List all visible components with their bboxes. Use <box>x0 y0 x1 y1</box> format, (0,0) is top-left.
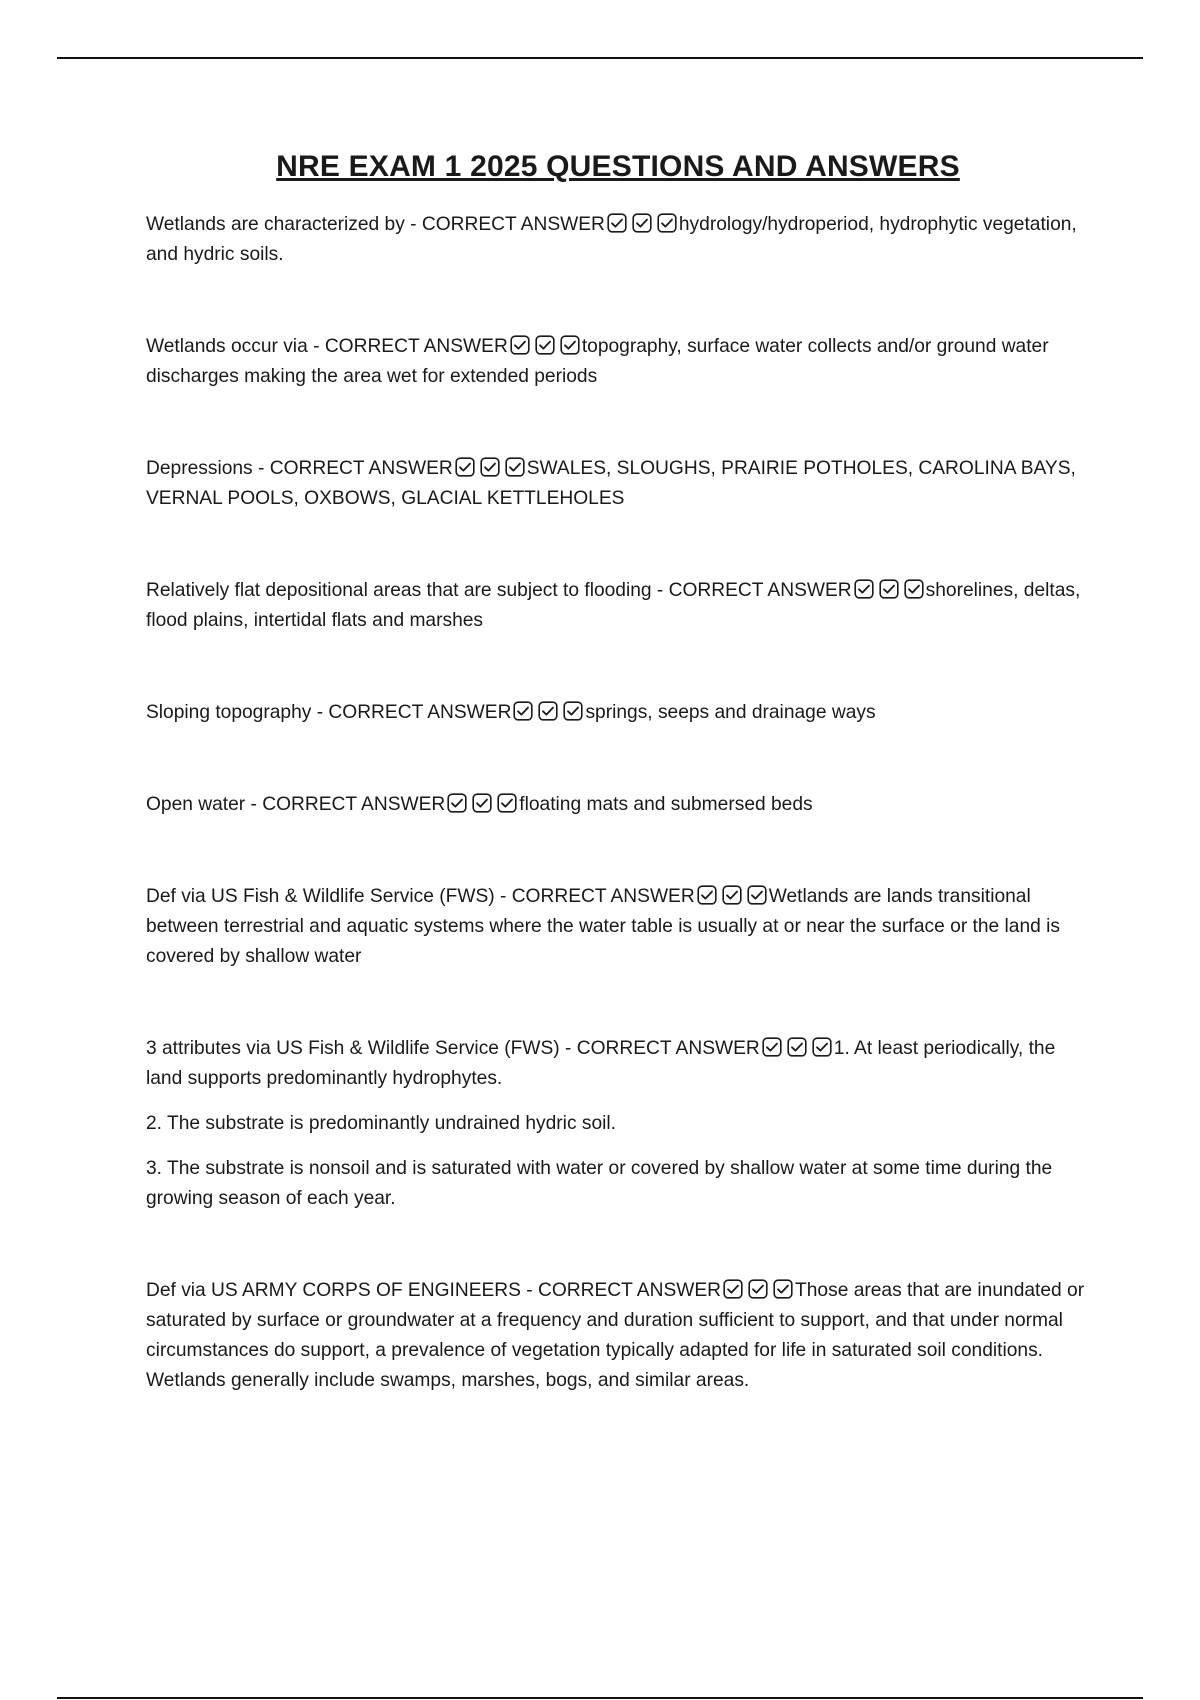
question-text: Def via US Fish & Wildlife Service (FWS) <box>146 886 495 907</box>
check-marks <box>854 579 924 599</box>
question-text: Wetlands are characterized by <box>146 214 405 235</box>
correct-answer-label: - CORRECT ANSWER <box>313 336 508 357</box>
correct-answer-label: - CORRECT ANSWER <box>250 794 446 815</box>
qa-item <box>146 210 1086 270</box>
qa-line <box>146 576 1086 636</box>
checkbox-checked-icon <box>472 793 492 813</box>
question-text: Depressions <box>146 458 253 479</box>
answer-text: Wetlands are lands transitional between terrestrial and aquatic systems where the water table is usually at or near the surface or the land is covered by shallow water <box>146 886 1061 967</box>
check-marks <box>455 457 525 477</box>
qa-item <box>146 790 1086 820</box>
checkbox-checked-icon <box>563 701 583 721</box>
checkbox-checked-icon <box>505 457 525 477</box>
check-marks <box>513 701 583 721</box>
qa-item <box>146 576 1086 636</box>
answer-continuation: 2. The substrate is predominantly undrained hydric soil. <box>146 1113 616 1134</box>
check-marks <box>697 885 767 905</box>
checkbox-checked-icon <box>447 793 467 813</box>
question-text: Relatively flat depositional areas that are subject to flooding <box>146 580 652 601</box>
check-marks <box>723 1279 793 1299</box>
answer-text: topography, surface water collects and/or ground water discharges making the area wet for extended periods <box>146 336 1049 387</box>
answer-text: Those areas that are inundated or saturated by surface or groundwater at a frequency and duration sufficient to support, and that under normal circumstances do support, a prevalence of vegetation typically adapted for life in saturated soil conditions. Wetlands generally include swamps, marshes, bogs, and similar areas. <box>146 1280 1085 1391</box>
question-text: Wetlands occur via <box>146 336 308 357</box>
checkbox-checked-icon <box>455 457 475 477</box>
checkbox-checked-icon <box>480 457 500 477</box>
qa-item <box>146 1034 1086 1214</box>
checkbox-checked-icon <box>632 213 652 233</box>
checkbox-checked-icon <box>762 1037 782 1057</box>
answer-text: hydrology/hydroperiod, hydrophytic vegetation, and hydric soils. <box>146 214 1077 265</box>
qa-line <box>146 790 1086 820</box>
qa-line <box>146 882 1086 972</box>
qa-line <box>146 1034 1086 1094</box>
qa-list <box>146 210 1086 1458</box>
correct-answer-label: - CORRECT ANSWER <box>656 580 852 601</box>
qa-line <box>146 210 1086 270</box>
qa-line <box>146 1276 1086 1396</box>
checkbox-checked-icon <box>722 885 742 905</box>
question-text: Def via US ARMY CORPS OF ENGINEERS <box>146 1280 521 1301</box>
qa-line <box>146 332 1086 392</box>
question-text: Sloping topography <box>146 702 312 723</box>
answer-text: shorelines, deltas, flood plains, intertidal flats and marshes <box>146 580 1081 631</box>
checkbox-checked-icon <box>513 701 533 721</box>
checkbox-checked-icon <box>723 1279 743 1299</box>
checkbox-checked-icon <box>535 335 555 355</box>
qa-item <box>146 882 1086 972</box>
check-marks <box>607 213 677 233</box>
checkbox-checked-icon <box>879 579 899 599</box>
top-rule <box>57 57 1143 59</box>
correct-answer-label: - CORRECT ANSWER <box>316 702 512 723</box>
correct-answer-label: - CORRECT ANSWER <box>410 214 605 235</box>
checkbox-checked-icon <box>787 1037 807 1057</box>
answer-text: floating mats and submersed beds <box>519 794 813 815</box>
qa-item <box>146 332 1086 392</box>
question-text: 3 attributes via US Fish & Wildlife Service (FWS) <box>146 1038 560 1059</box>
check-marks <box>510 335 580 355</box>
checkbox-checked-icon <box>560 335 580 355</box>
checkbox-checked-icon <box>854 579 874 599</box>
correct-answer-label: - CORRECT ANSWER <box>499 886 695 907</box>
answer-text: springs, seeps and drainage ways <box>585 702 876 723</box>
checkbox-checked-icon <box>697 885 717 905</box>
checkbox-checked-icon <box>657 213 677 233</box>
qa-line <box>146 698 1086 728</box>
document-title: NRE EXAM 1 2025 QUESTIONS AND ANSWERS <box>276 150 960 183</box>
correct-answer-label: - CORRECT ANSWER <box>565 1038 760 1059</box>
correct-answer-label: - CORRECT ANSWER <box>526 1280 722 1301</box>
checkbox-checked-icon <box>538 701 558 721</box>
checkbox-checked-icon <box>812 1037 832 1057</box>
qa-item <box>146 454 1086 514</box>
bottom-rule <box>57 1697 1143 1699</box>
answer-text: 1. At least periodically, the land supports predominantly hydrophytes. <box>146 1038 1056 1089</box>
answer-text: SWALES, SLOUGHS, PRAIRIE POTHOLES, CAROLINA BAYS, VERNAL POOLS, OXBOWS, GLACIAL KETTLEHOLES <box>146 458 1076 509</box>
question-text: Open water <box>146 794 246 815</box>
qa-line <box>146 454 1086 514</box>
checkbox-checked-icon <box>497 793 517 813</box>
qa-item <box>146 1276 1086 1396</box>
checkbox-checked-icon <box>747 885 767 905</box>
checkbox-checked-icon <box>607 213 627 233</box>
answer-continuation: 3. The substrate is nonsoil and is saturated with water or covered by shallow water at some time during the growing season of each year. <box>146 1158 1053 1209</box>
checkbox-checked-icon <box>510 335 530 355</box>
checkbox-checked-icon <box>773 1279 793 1299</box>
checkbox-checked-icon <box>904 579 924 599</box>
qa-item <box>146 698 1086 728</box>
checkbox-checked-icon <box>748 1279 768 1299</box>
check-marks <box>762 1037 832 1057</box>
correct-answer-label: - CORRECT ANSWER <box>258 458 453 479</box>
check-marks <box>447 793 517 813</box>
